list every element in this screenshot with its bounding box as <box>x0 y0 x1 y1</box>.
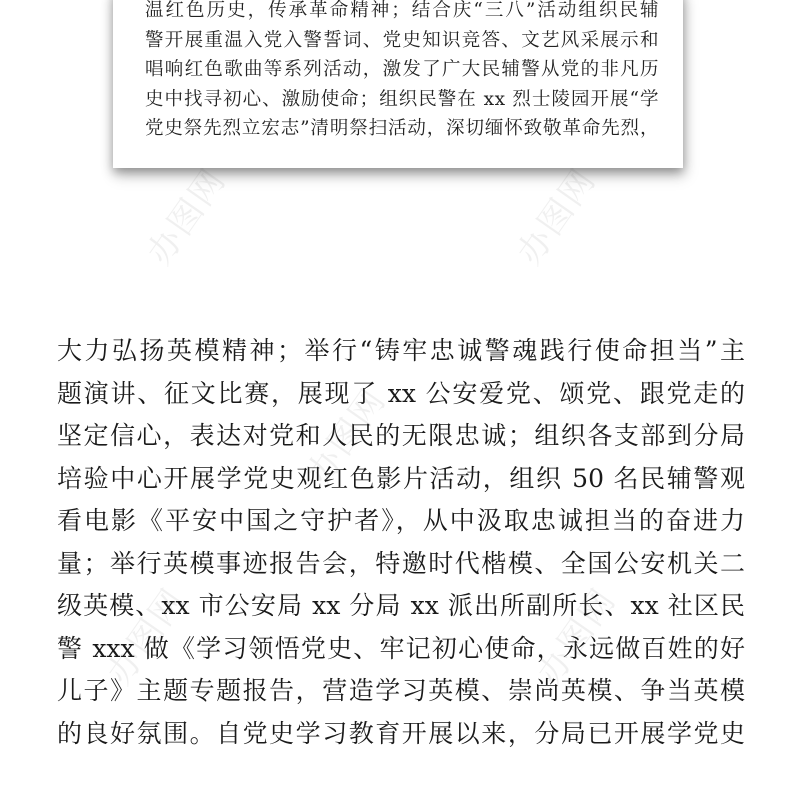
text-line: 警开展重温入党入警誓词、党史知识竞答、文艺风采展示和 <box>145 29 659 51</box>
text-line: 量；举行英模事迹报告会，特邀时代楷模、全国公安机关二 <box>57 548 745 578</box>
main-body-text <box>57 330 745 755</box>
watermark: 办图网 <box>139 160 235 273</box>
previous-page-text <box>145 0 659 144</box>
text-line: 看电影《平安中国之守护者》，从中汲取忠诚担当的奋进力 <box>57 506 745 535</box>
watermark: 办图网 <box>509 160 605 273</box>
text-line: 大力弘扬英模精神；举行“铸牢忠诚警魂践行使命担当”主 <box>57 336 745 365</box>
text-line: 坚定信心，表达对党和人民的无限忠诚；组织各支部到分局 <box>57 421 745 450</box>
text-line: 题演讲、征文比赛，展现了 xx 公安爱党、颂党、跟党走的 <box>57 378 745 408</box>
text-line: 警 xxx 做《学习领悟党史、牢记初心使命，永远做百姓的好 <box>57 633 745 663</box>
text-line: 儿子》主题专题报告，营造学习英模、崇尚英模、争当英模 <box>57 676 745 705</box>
watermark: 办图网 <box>299 380 395 493</box>
previous-page-card <box>113 0 683 168</box>
text-line: 唱响红色歌曲等系列活动，激发了广大民辅警从党的非凡历 <box>145 59 659 80</box>
text-line: 的良好氛围。自党史学习教育开展以来，分局已开展学党史 <box>57 718 745 748</box>
text-line: 级英模、xx 市公安局 xx 分局 xx 派出所副所长、xx 社区民 <box>57 591 745 620</box>
watermark: 办图网 <box>99 580 195 693</box>
text-line: 党史祭先烈立宏志”清明祭扫活动，深切缅怀致敬革命先烈， <box>145 118 659 139</box>
text-line: 温红色历史，传承革命精神；结合庆“三八”活动组织民辅 <box>145 0 659 21</box>
text-line: 培验中心开展学党史观红色影片活动，组织 50 名民辅警观 <box>57 463 745 493</box>
watermark: 办图网 <box>529 580 625 693</box>
text-line: 史中找寻初心、激励使命；组织民警在 xx 烈士陵园开展“学 <box>145 88 659 110</box>
